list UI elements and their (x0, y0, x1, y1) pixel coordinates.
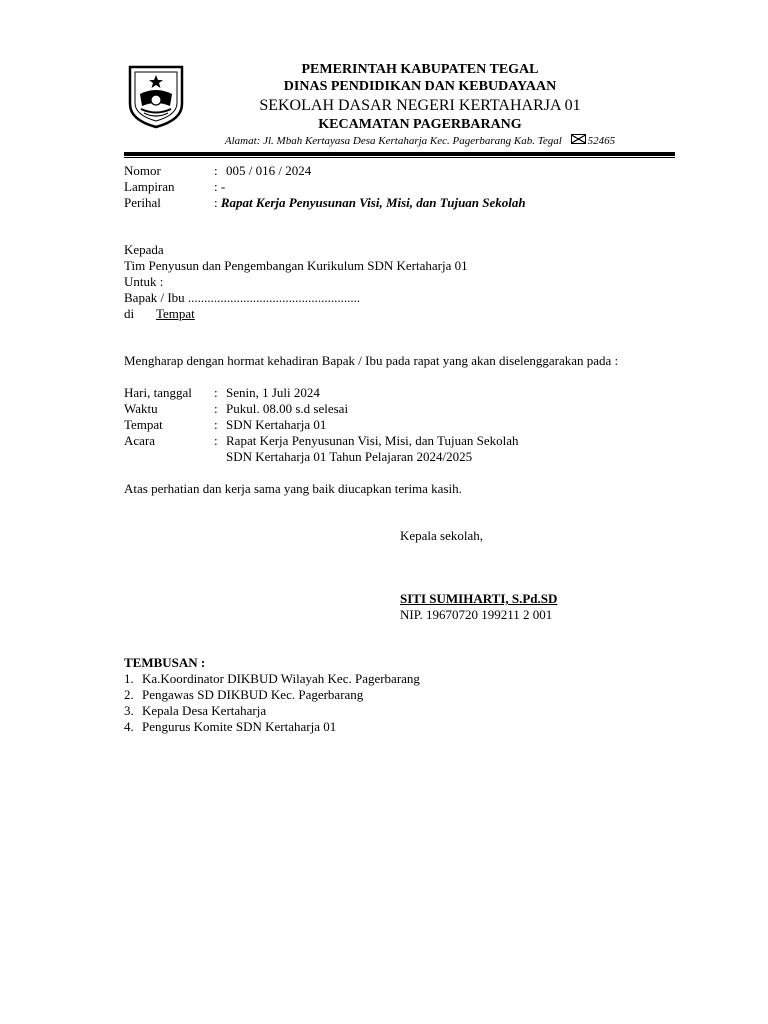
tempat-row: Tempat : SDN Kertaharja 01 (124, 417, 327, 432)
list-item: 3. Kepala Desa Kertaharja (124, 703, 267, 718)
bapak-ibu-line: Bapak / Ibu ..................................................... (124, 290, 361, 305)
letterhead-line-2: DINAS PENDIDIKAN DAN KEBUDAYAAN (283, 79, 557, 94)
intro-paragraph: Mengharap dengan hormat kehadiran Bapak / Ibu pada rapat yang akan diselenggarakan pada : (124, 353, 619, 368)
perihal-row: Perihal : Rapat Kerja Penyusunan Visi, Misi, dan Tujuan Sekolah (124, 195, 526, 210)
signature-name: SITI SUMIHARTI, S.Pd.SD (400, 591, 558, 606)
kepada-label: Kepada (124, 242, 164, 257)
letterhead-line-1: PEMERINTAH KABUPATEN TEGAL (301, 62, 539, 77)
list-item: 1. Ka.Koordinator DIKBUD Wilayah Kec. Pagerbarang (124, 671, 420, 686)
nomor-row: Nomor : 005 / 016 / 2024 (124, 163, 312, 178)
letterhead-address: Alamat: Jl. Mbah Kertayasa Desa Kertaharja Kec. Pagerbarang Kab. Tegal 52465 (224, 135, 616, 147)
tembusan-heading: TEMBUSAN : (124, 655, 206, 670)
envelope-icon (571, 134, 586, 144)
hari-row: Hari, tanggal : Senin, 1 Juli 2024 (124, 385, 320, 400)
untuk-label: Untuk : (124, 274, 164, 289)
acara-row: Acara : Rapat Kerja Penyusunan Visi, Misi, dan Tujuan Sekolah (124, 433, 519, 448)
acara-row-2: SDN Kertaharja 01 Tahun Pelajaran 2024/2025 (226, 449, 473, 464)
letterhead-rule-thin (124, 157, 675, 158)
waktu-row: Waktu : Pukul. 08.00 s.d selesai (124, 401, 349, 416)
list-item: 4. Pengurus Komite SDN Kertaharja 01 (124, 719, 337, 734)
signature-nip: NIP. 19670720 199211 2 001 (400, 607, 553, 622)
letterhead-line-4: KECAMATAN PAGERBARANG (318, 117, 522, 132)
recipient-line: Tim Penyusun dan Pengembangan Kurikulum SDN Kertaharja 01 (124, 258, 468, 273)
list-item: 2. Pengawas SD DIKBUD Kec. Pagerbarang (124, 687, 364, 702)
signature-title: Kepala sekolah, (400, 528, 484, 543)
closing-paragraph: Atas perhatian dan kerja sama yang baik diucapkan terima kasih. (124, 481, 462, 496)
letterhead-rule-thick (124, 152, 675, 156)
lampiran-row: Lampiran : - (124, 179, 226, 194)
di-tempat-line: di Tempat (124, 306, 195, 321)
school-name: SEKOLAH DASAR NEGERI KERTAHARJA 01 (259, 97, 581, 114)
